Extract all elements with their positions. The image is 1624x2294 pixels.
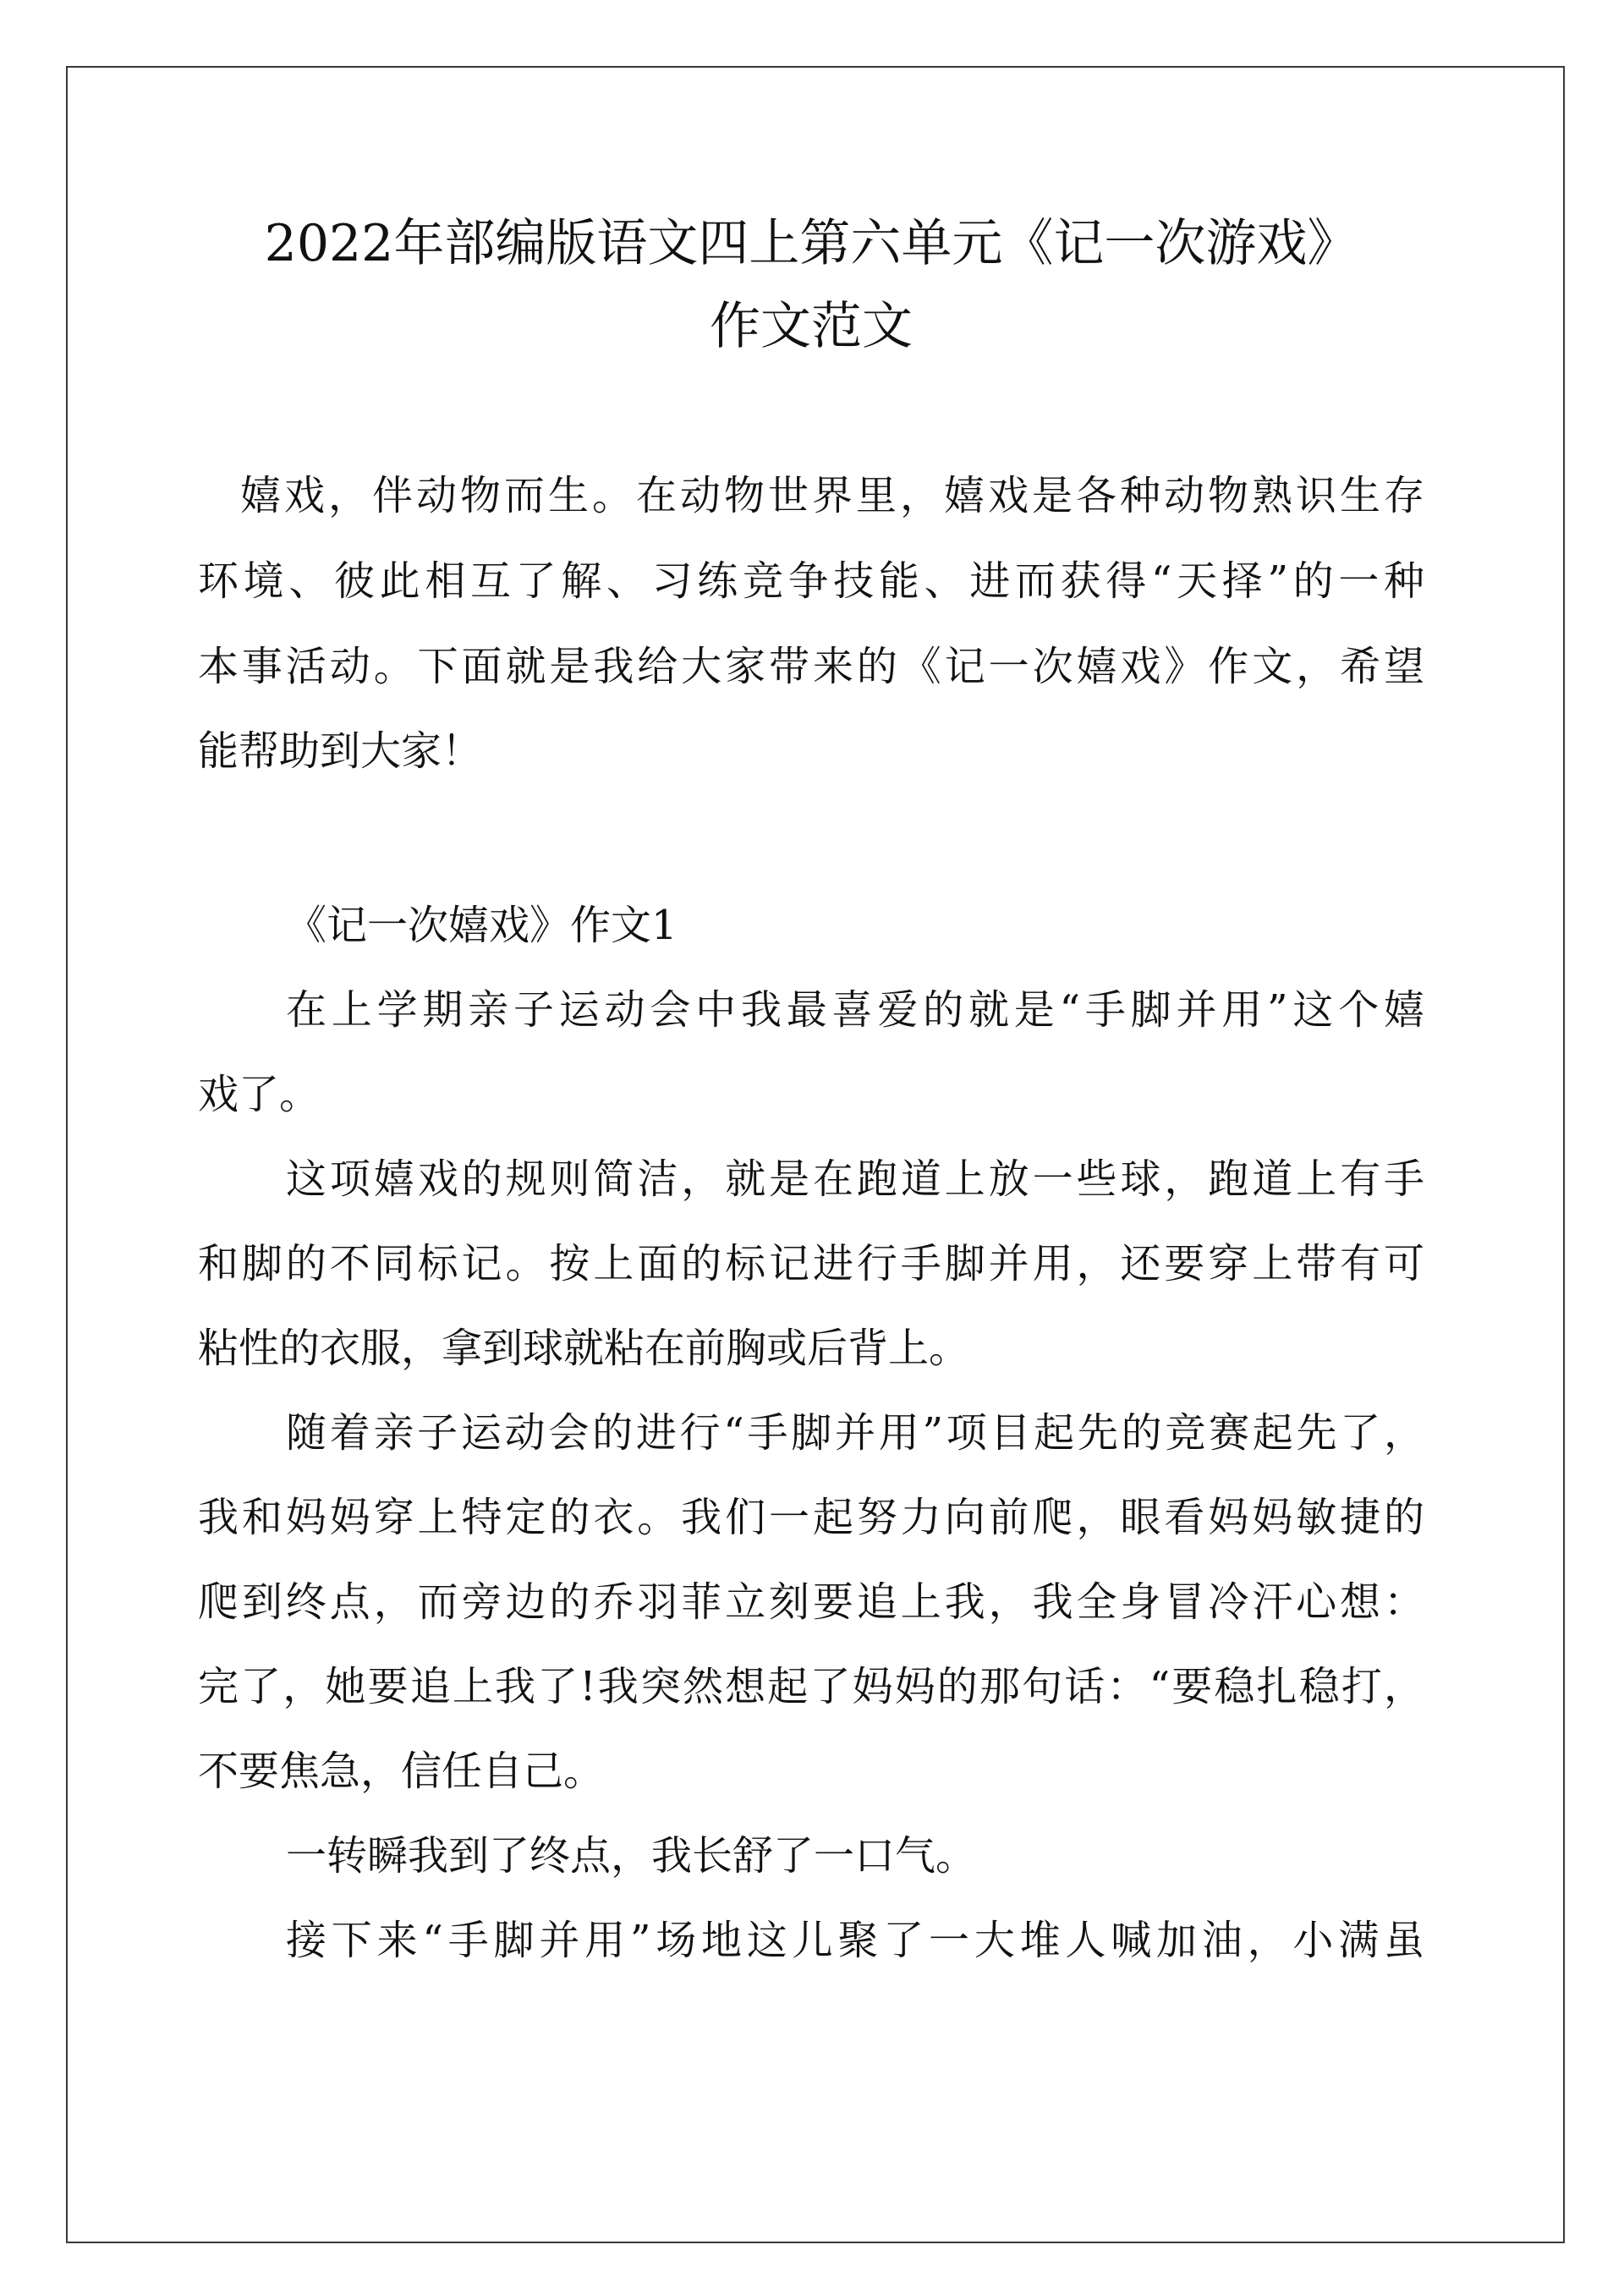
paragraph-line: 爬到终点，而旁边的乔羽菲立刻要追上我，我全身冒冷汗心想： [198, 1578, 1424, 1626]
paragraph-line: 和脚的不同标记。按上面的标记进行手脚并用，还要穿上带有可 [198, 1240, 1424, 1287]
essay-heading: 《记一次嬉戏》作文1 [286, 902, 678, 949]
intro-line-1: 嬉戏，伴动物而生。在动物世界里，嬉戏是各种动物熟识生存 [240, 472, 1424, 519]
paragraph-line: 随着亲子运动会的进行“手脚并用”项目起先的竞赛起先了， [286, 1409, 1424, 1457]
paragraph-line: 接下来“手脚并用”场地这儿聚了一大堆人喊加油，小满虽 [286, 1917, 1424, 1964]
paragraph-line: 一转瞬我到了终点，我长舒了一口气。 [286, 1832, 977, 1880]
paragraph-line: 粘性的衣服，拿到球就粘在前胸或后背上。 [198, 1325, 970, 1372]
document-title-line-2: 作文范文 [710, 297, 913, 356]
intro-line-3: 本事活动。下面就是我给大家带来的《记一次嬉戏》作文，希望 [198, 643, 1424, 690]
intro-line-4: 能帮助到大家！ [198, 727, 483, 775]
intro-line-2: 环境、彼此相互了解、习练竞争技能、进而获得“天择”的一种 [198, 557, 1424, 605]
paragraph-line: 在上学期亲子运动会中我最喜爱的就是“手脚并用”这个嬉 [286, 986, 1424, 1034]
paragraph-line: 这项嬉戏的规则简洁，就是在跑道上放一些球，跑道上有手 [286, 1155, 1424, 1203]
paragraph-line: 不要焦急，信任自己。 [198, 1748, 605, 1795]
paragraph-line: 完了，她要追上我了!我突然想起了妈妈的那句话：“要稳扎稳打， [198, 1663, 1424, 1710]
document-title-line-1: 2022年部编版语文四上第六单元《记一次游戏》 [264, 214, 1358, 273]
paragraph-line: 我和妈妈穿上特定的衣。我们一起努力向前爬，眼看妈妈敏捷的 [198, 1494, 1424, 1541]
paragraph-line: 戏了。 [198, 1071, 321, 1118]
